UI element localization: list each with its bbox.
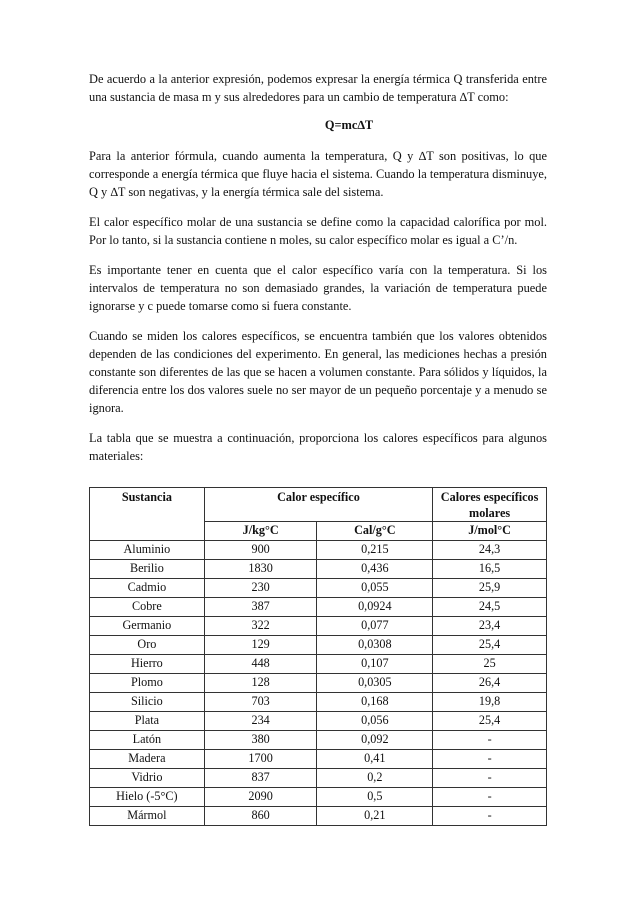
table-row	[90, 807, 547, 826]
table-row	[90, 617, 547, 636]
cell-cal: 0,077	[317, 617, 433, 636]
cell-jkg: 1700	[204, 750, 317, 769]
cell-jmol: 19,8	[433, 693, 547, 712]
cell-jmol: 24,5	[433, 598, 547, 617]
table-body	[90, 541, 547, 826]
header-unit-jmol: J/mol°C	[433, 522, 547, 541]
cell-jkg: 2090	[204, 788, 317, 807]
cell-cal: 0,2	[317, 769, 433, 788]
cell-cal: 0,0305	[317, 674, 433, 693]
cell-substance: Vidrio	[90, 769, 205, 788]
cell-jkg: 129	[204, 636, 317, 655]
formula-heat: Q=mc∆T	[324, 118, 374, 132]
cell-jkg: 1830	[204, 560, 317, 579]
header-unit-cal: Cal/g°C	[317, 522, 433, 541]
table-row	[90, 712, 547, 731]
table-row	[90, 655, 547, 674]
cell-substance: Madera	[90, 750, 205, 769]
cell-jkg: 380	[204, 731, 317, 750]
cell-cal: 0,5	[317, 788, 433, 807]
cell-cal: 0,055	[317, 579, 433, 598]
cell-jmol: -	[433, 750, 547, 769]
cell-jkg: 860	[204, 807, 317, 826]
cell-jkg: 230	[204, 579, 317, 598]
cell-cal: 0,41	[317, 750, 433, 769]
cell-jmol: -	[433, 769, 547, 788]
cell-jkg: 128	[204, 674, 317, 693]
cell-jmol: 24,3	[433, 541, 547, 560]
table-row	[90, 674, 547, 693]
table-row	[90, 750, 547, 769]
document-page	[89, 70, 547, 826]
cell-jmol: 25,4	[433, 712, 547, 731]
table-row	[90, 541, 547, 560]
cell-jmol: -	[433, 807, 547, 826]
cell-jmol: 25,4	[433, 636, 547, 655]
cell-substance: Hielo (-5°C)	[90, 788, 205, 807]
paragraph-energy-transfer: De acuerdo a la anterior expresión, podemos expresar la energía térmica Q transferida entre una sustancia de masa m y sus alrededores para un cambio de temperatura ∆T como:	[89, 72, 547, 104]
cell-cal: 0,107	[317, 655, 433, 674]
table-row	[90, 731, 547, 750]
cell-substance: Germanio	[90, 617, 205, 636]
cell-jmol: 25,9	[433, 579, 547, 598]
cell-substance: Silicio	[90, 693, 205, 712]
table-row	[90, 579, 547, 598]
cell-cal: 0,21	[317, 807, 433, 826]
paragraph-table-intro: La tabla que se muestra a continuación, proporciona los calores específicos para algunos materiales:	[89, 431, 547, 463]
cell-jmol: 26,4	[433, 674, 547, 693]
header-substance: Sustancia	[90, 488, 205, 541]
cell-substance: Latón	[90, 731, 205, 750]
table-row	[90, 693, 547, 712]
table-row	[90, 769, 547, 788]
cell-jkg: 837	[204, 769, 317, 788]
cell-substance: Cadmio	[90, 579, 205, 598]
cell-cal: 0,168	[317, 693, 433, 712]
table-header-row	[90, 488, 547, 522]
cell-jkg: 234	[204, 712, 317, 731]
cell-jkg: 703	[204, 693, 317, 712]
cell-substance: Plata	[90, 712, 205, 731]
cell-substance: Mármol	[90, 807, 205, 826]
specific-heat-table	[89, 487, 547, 826]
table-row	[90, 598, 547, 617]
cell-cal: 0,056	[317, 712, 433, 731]
header-specific-heat: Calor específico	[204, 488, 432, 522]
paragraph-temperature-variation: Es importante tener en cuenta que el calor específico varía con la temperatura. Si los intervalos de temperatura no son demasiado grandes, la variación de temperatura puede ignorarse y c puede tomarse como si fuera constante.	[89, 263, 547, 313]
cell-substance: Aluminio	[90, 541, 205, 560]
cell-jmol: 23,4	[433, 617, 547, 636]
cell-cal: 0,0924	[317, 598, 433, 617]
cell-substance: Cobre	[90, 598, 205, 617]
cell-jmol: 25	[433, 655, 547, 674]
cell-substance: Plomo	[90, 674, 205, 693]
table-row	[90, 636, 547, 655]
cell-cal: 0,092	[317, 731, 433, 750]
cell-jkg: 448	[204, 655, 317, 674]
cell-cal: 0,215	[317, 541, 433, 560]
table-row	[90, 560, 547, 579]
header-molar: Calores específicos molares	[433, 488, 547, 522]
cell-substance: Berilio	[90, 560, 205, 579]
cell-substance: Oro	[90, 636, 205, 655]
header-unit-jkg: J/kg°C	[204, 522, 317, 541]
cell-jkg: 900	[204, 541, 317, 560]
paragraph-molar-heat: El calor específico molar de una sustancia se define como la capacidad calorífica por mol. Por lo tanto, si la sustancia contiene n moles, su calor específico molar es igual a C’/n.	[89, 215, 547, 247]
paragraph-sign-convention: Para la anterior fórmula, cuando aumenta la temperatura, Q y ∆T son positivas, lo que corresponde a energía térmica que fluye hacia el sistema. Cuando la temperatura disminuye, Q y ∆T son negativas, y la energía térmica sale del sistema.	[89, 149, 547, 199]
cell-cal: 0,436	[317, 560, 433, 579]
paragraph-measurement-conditions: Cuando se miden los calores específicos, se encuentra también que los valores obtenidos dependen de las condiciones del experimento. En general, las mediciones hechas a presión constante son diferentes de las que se hacen a volumen constante. Para sólidos y líquidos, la diferencia entre los dos valores suele no ser mayor de un pequeño porcentaje y a menudo se ignora.	[89, 329, 547, 415]
table-row	[90, 788, 547, 807]
cell-jmol: 16,5	[433, 560, 547, 579]
cell-jkg: 322	[204, 617, 317, 636]
cell-jkg: 387	[204, 598, 317, 617]
cell-jmol: -	[433, 731, 547, 750]
cell-substance: Hierro	[90, 655, 205, 674]
cell-jmol: -	[433, 788, 547, 807]
cell-cal: 0,0308	[317, 636, 433, 655]
